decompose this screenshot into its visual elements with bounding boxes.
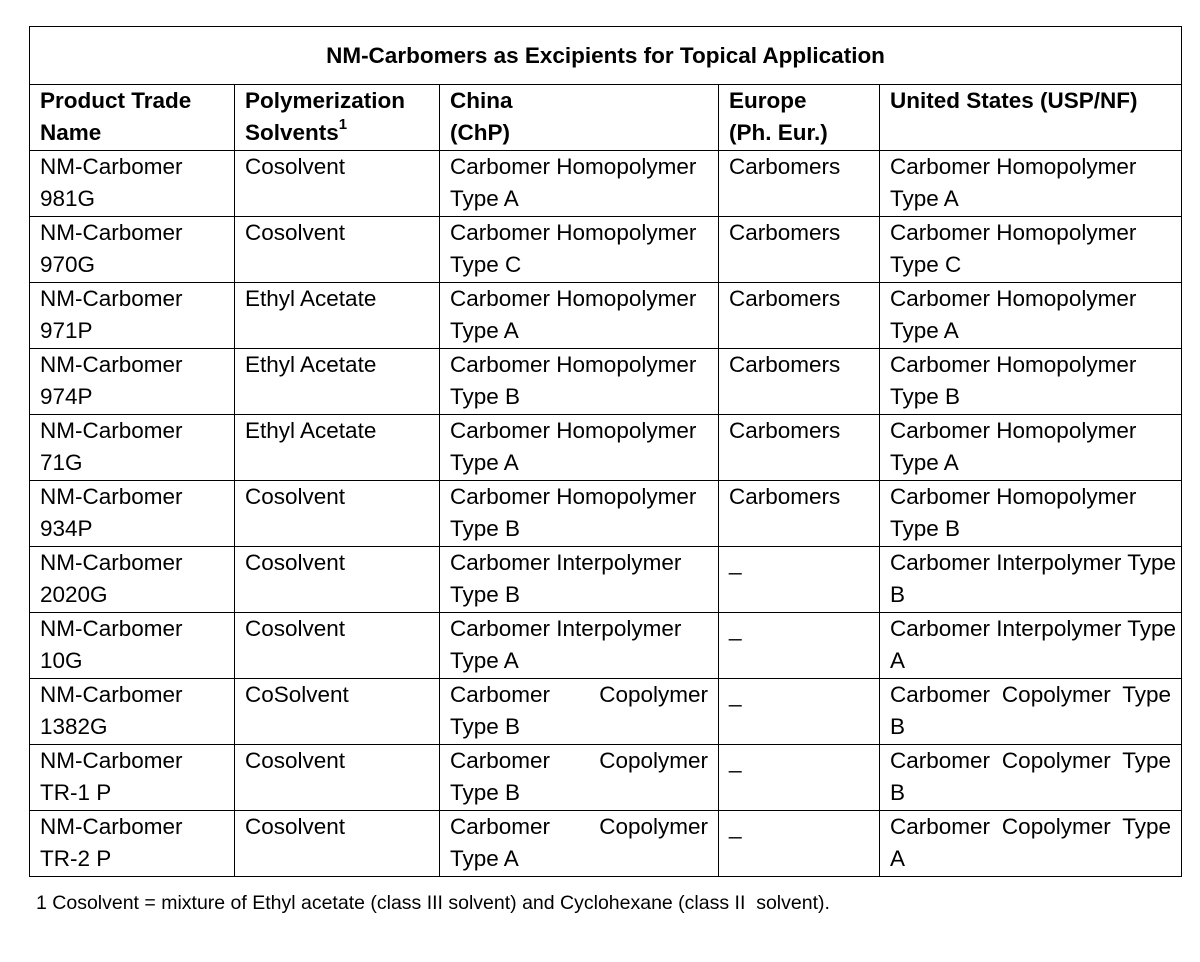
cell-line: Carbomer (450, 352, 551, 377)
cell-polymerization-solvent (235, 679, 440, 745)
cell-line: Carbomer (450, 154, 551, 179)
table-row (30, 415, 1182, 481)
cell-europe-ph-eur (719, 679, 880, 745)
cell-united-states-usp-nf (880, 217, 1182, 283)
cell-line: Carbomer (450, 220, 551, 245)
header-united-states-usp-nf (880, 85, 1182, 151)
footnote: 1 Cosolvent = mixture of Ethyl acetate (class III solvent) and Cyclohexane (class II solvent). (36, 892, 830, 914)
cell-line: Ethyl Acetate (245, 352, 377, 377)
cell-line: _ (729, 682, 742, 707)
cell-line: Type B (450, 582, 521, 607)
cell-product-name (30, 745, 235, 811)
cell-line: Carbomer Homopolymer (890, 352, 1137, 377)
cell-line: 10G (40, 648, 83, 673)
cell-line: _ (729, 616, 742, 641)
table-row (30, 151, 1182, 217)
cell-polymerization-solvent (235, 217, 440, 283)
cell-line: NM-Carbomer (40, 352, 183, 377)
table-row (30, 481, 1182, 547)
cell-product-name (30, 415, 235, 481)
cell-europe-ph-eur (719, 349, 880, 415)
cell-line: Type A (890, 450, 959, 475)
cell-europe-ph-eur (719, 811, 880, 877)
cell-line: NM-Carbomer (40, 616, 183, 641)
cell-line: Carbomer Copolymer (890, 682, 1111, 707)
header-line-with-footnote (245, 117, 439, 149)
cell-united-states-usp-nf (880, 745, 1182, 811)
cell-line: Type B (890, 748, 1171, 805)
cell-product-name (30, 217, 235, 283)
cell-line: NM-Carbomer (40, 286, 183, 311)
cell-europe-ph-eur (719, 283, 880, 349)
cell-line: Carbomer Homopolymer (890, 220, 1137, 245)
cell-united-states-usp-nf (880, 679, 1182, 745)
table-row (30, 283, 1182, 349)
cell-line: Carbomers (729, 154, 841, 179)
cell-line: Type C (890, 252, 962, 277)
header-china-chp (440, 85, 719, 151)
cell-line: Type A (890, 616, 1176, 673)
cell-line: NM-Carbomer (40, 220, 183, 245)
cell-line: Carbomer (450, 484, 551, 509)
header-line: Europe (729, 88, 807, 113)
table-title: NM-Carbomers as Excipients for Topical Application (30, 27, 1182, 85)
footnote-marker: 1 (338, 115, 348, 133)
header-product-trade-name (30, 85, 235, 151)
cell-product-name (30, 349, 235, 415)
header-line: Product Trade (40, 88, 192, 113)
cell-line: Cosolvent (245, 748, 346, 773)
cell-line: Carbomer Copolymer (450, 814, 708, 839)
cell-line: _ (729, 748, 742, 773)
cell-line: 2020G (40, 582, 108, 607)
header-europe-ph-eur (719, 85, 880, 151)
cell-line: Carbomers (729, 352, 841, 377)
cell-line: Type A (450, 648, 519, 673)
header-line: (Ph. Eur.) (729, 120, 828, 145)
cell-china-chp (440, 415, 719, 481)
header-line: Name (40, 120, 102, 145)
cell-line: Homopolymer Type A (450, 418, 697, 475)
title-row (30, 27, 1182, 85)
header-polymerization-solvents (235, 85, 440, 151)
cell-china-chp (440, 811, 719, 877)
cell-line: 1382G (40, 714, 108, 739)
carbomer-excipients-table (29, 26, 1182, 877)
cell-line: Type B (890, 516, 961, 541)
cell-line: Ethyl Acetate (245, 418, 377, 443)
cell-united-states-usp-nf (880, 415, 1182, 481)
cell-line: Carbomer Copolymer (890, 814, 1111, 839)
cell-europe-ph-eur (719, 415, 880, 481)
cell-line: TR-2 P (40, 846, 112, 871)
cell-line: NM-Carbomer (40, 418, 183, 443)
cell-line: _ (729, 814, 742, 839)
cell-united-states-usp-nf (880, 547, 1182, 613)
cell-polymerization-solvent (235, 745, 440, 811)
cell-line: 981G (40, 186, 96, 211)
cell-china-chp (440, 349, 719, 415)
cell-line: 934P (40, 516, 93, 541)
cell-product-name (30, 613, 235, 679)
table-row (30, 217, 1182, 283)
cell-line: Homopolymer Type C (450, 220, 697, 277)
cell-line: Type B (890, 550, 1176, 607)
table-row (30, 613, 1182, 679)
cell-polymerization-solvent (235, 547, 440, 613)
cell-line: Cosolvent (245, 484, 346, 509)
cell-line: Homopolymer Type B (450, 352, 697, 409)
cell-line: Carbomer (450, 286, 551, 311)
cell-line: Homopolymer Type A (450, 154, 697, 211)
cell-line: Cosolvent (245, 550, 346, 575)
cell-china-chp (440, 217, 719, 283)
cell-line: Carbomer Interpolymer (890, 616, 1122, 641)
cell-polymerization-solvent (235, 151, 440, 217)
cell-europe-ph-eur (719, 151, 880, 217)
cell-line: Type A (890, 814, 1171, 871)
cell-line: Carbomers (729, 418, 841, 443)
cell-line: Ethyl Acetate (245, 286, 377, 311)
cell-polymerization-solvent (235, 283, 440, 349)
cell-united-states-usp-nf (880, 283, 1182, 349)
cell-product-name (30, 811, 235, 877)
cell-line: NM-Carbomer (40, 484, 183, 509)
cell-china-chp (440, 679, 719, 745)
cell-product-name (30, 481, 235, 547)
table-row (30, 349, 1182, 415)
cell-line: Carbomers (729, 484, 841, 509)
header-line: Polymerization (245, 88, 406, 113)
cell-line: Carbomer Interpolymer (450, 550, 682, 575)
cell-line: Cosolvent (245, 220, 346, 245)
cell-line: Carbomer Homopolymer (890, 286, 1137, 311)
cell-line: Type A (890, 318, 959, 343)
cell-line: Type B (890, 384, 961, 409)
cell-line: Carbomer Interpolymer (890, 550, 1122, 575)
cell-europe-ph-eur (719, 217, 880, 283)
cell-polymerization-solvent (235, 415, 440, 481)
cell-united-states-usp-nf (880, 349, 1182, 415)
cell-china-chp (440, 745, 719, 811)
cell-line: Carbomer Homopolymer (890, 418, 1137, 443)
header-line: China (450, 88, 513, 113)
cell-line: TR-1 P (40, 780, 112, 805)
cell-line: Cosolvent (245, 616, 346, 641)
cell-china-chp (440, 481, 719, 547)
cell-line: Type B (890, 682, 1171, 739)
cell-china-chp (440, 151, 719, 217)
header-line: United States (USP/NF) (890, 88, 1138, 113)
cell-product-name (30, 151, 235, 217)
cell-europe-ph-eur (719, 613, 880, 679)
cell-line: Type B (450, 714, 521, 739)
cell-product-name (30, 547, 235, 613)
cell-line: NM-Carbomer (40, 154, 183, 179)
cell-europe-ph-eur (719, 745, 880, 811)
cell-line: Type A (890, 186, 959, 211)
cell-united-states-usp-nf (880, 481, 1182, 547)
cell-line: Cosolvent (245, 154, 346, 179)
cell-line: _ (729, 550, 742, 575)
header-line: (ChP) (450, 120, 510, 145)
cell-line: CoSolvent (245, 682, 349, 707)
table-row (30, 679, 1182, 745)
cell-line: NM-Carbomer (40, 550, 183, 575)
cell-line: NM-Carbomer (40, 748, 183, 773)
cell-line: Carbomer Homopolymer (890, 484, 1137, 509)
cell-china-chp (440, 283, 719, 349)
cell-line: Cosolvent (245, 814, 346, 839)
cell-line: Carbomer Interpolymer (450, 616, 682, 641)
cell-line: Carbomers (729, 220, 841, 245)
cell-united-states-usp-nf (880, 811, 1182, 877)
header-row (30, 85, 1182, 151)
cell-china-chp (440, 613, 719, 679)
cell-united-states-usp-nf (880, 151, 1182, 217)
cell-line: 970G (40, 252, 96, 277)
cell-europe-ph-eur (719, 481, 880, 547)
table-row (30, 547, 1182, 613)
cell-line: 71G (40, 450, 83, 475)
cell-line: Carbomer Copolymer (450, 748, 708, 773)
cell-polymerization-solvent (235, 481, 440, 547)
cell-line: Carbomer Homopolymer (890, 154, 1137, 179)
table-row (30, 745, 1182, 811)
cell-polymerization-solvent (235, 349, 440, 415)
cell-line: Type B (450, 780, 521, 805)
table-row (30, 811, 1182, 877)
cell-line: Homopolymer Type B (450, 484, 697, 541)
cell-line: 974P (40, 384, 93, 409)
cell-product-name (30, 679, 235, 745)
cell-united-states-usp-nf (880, 613, 1182, 679)
cell-line: Type A (450, 846, 519, 871)
cell-line: Carbomer Copolymer (450, 682, 708, 707)
table-body (30, 151, 1182, 877)
cell-polymerization-solvent (235, 613, 440, 679)
cell-polymerization-solvent (235, 811, 440, 877)
cell-line: Carbomers (729, 286, 841, 311)
cell-china-chp (440, 547, 719, 613)
cell-line: Carbomer (450, 418, 551, 443)
cell-line: NM-Carbomer (40, 814, 183, 839)
cell-line: Homopolymer Type A (450, 286, 697, 343)
header-line: Solvents (245, 120, 339, 145)
cell-product-name (30, 283, 235, 349)
cell-line: 971P (40, 318, 93, 343)
cell-europe-ph-eur (719, 547, 880, 613)
cell-line: Carbomer Copolymer (890, 748, 1111, 773)
cell-line: NM-Carbomer (40, 682, 183, 707)
